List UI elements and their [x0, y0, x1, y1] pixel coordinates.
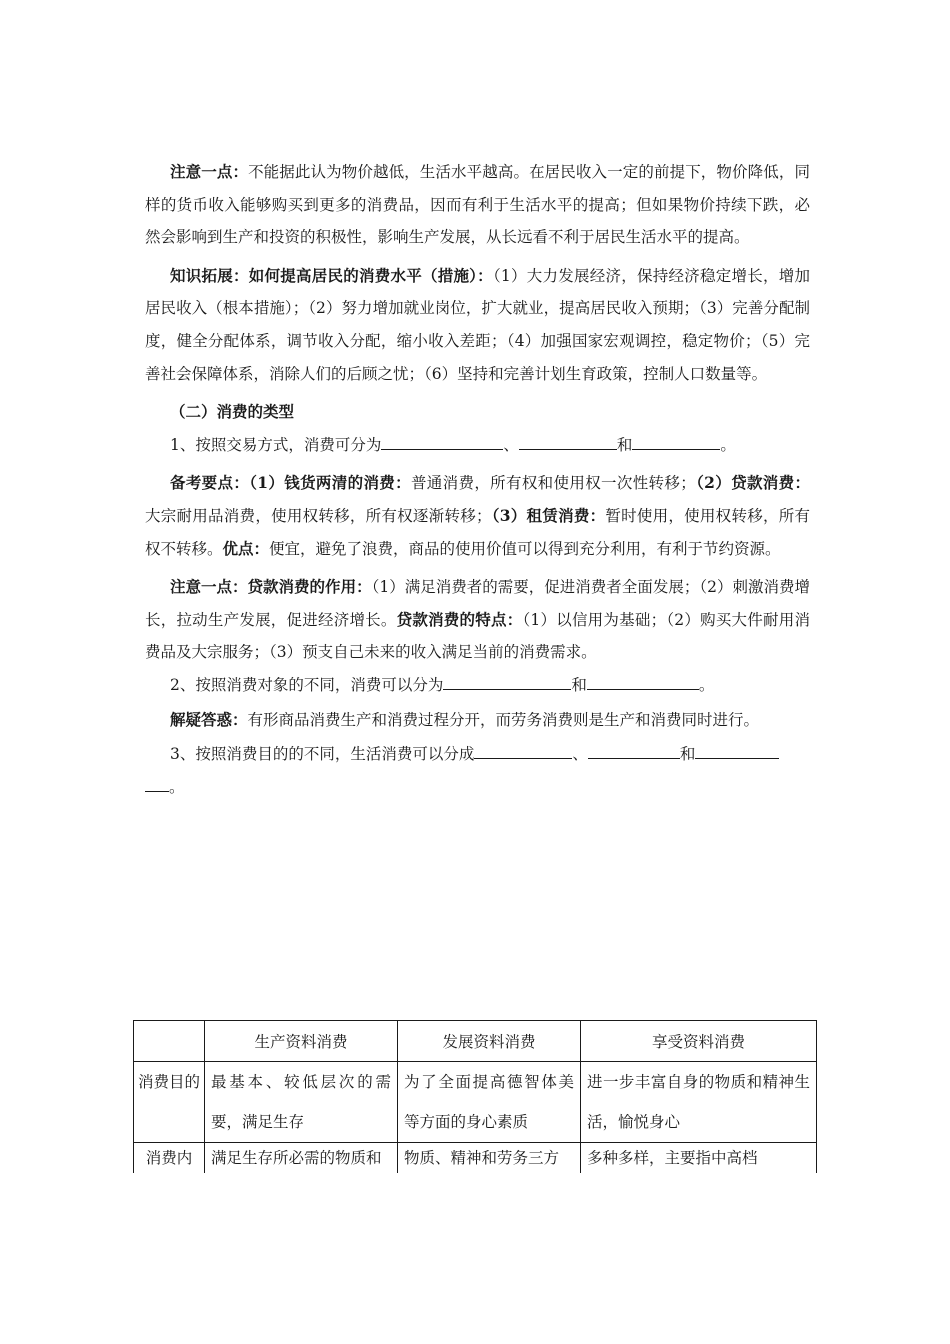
blank-3a[interactable]	[474, 740, 572, 759]
document-body	[145, 156, 810, 803]
blank-1c[interactable]	[632, 431, 720, 450]
faq-paragraph: 解疑答惑：有形商品消费生产和消费过程分开，而劳务消费则是生产和消费同时进行。	[170, 709, 760, 729]
table-row	[134, 1143, 817, 1174]
table-cell: 多种多样，主要指中高档	[581, 1143, 817, 1174]
table-cell: 最基本、较低层次的需要，满足生存	[205, 1062, 398, 1143]
table-cell: 满足生存所必需的物质和	[205, 1143, 398, 1174]
blank-3c[interactable]	[695, 740, 779, 759]
table-row	[134, 1062, 817, 1143]
blank-3c-cont[interactable]	[145, 773, 169, 792]
section-title: （二）消费的类型	[170, 402, 295, 422]
knowledge-paragraph	[145, 260, 810, 390]
question-3: 3、按照消费目的的不同，生活消费可以分成 、 和 。	[145, 738, 810, 803]
question-1: 1、按照交易方式，消费可分为 、 和 。	[145, 429, 810, 462]
table-header-cell	[134, 1021, 205, 1062]
table-header-cell: 享受资料消费	[581, 1021, 817, 1062]
table-header-cell: 发展资料消费	[398, 1021, 581, 1062]
table-row-head: 消费内	[134, 1143, 205, 1174]
loan-note-paragraph: 注意一点：贷款消费的作用：（1）满足消费者的需要，促进消费者全面发展；（2）刺激消费增长，拉动生产发展，促进经济增长。贷款消费的特点：（1）以信用为基础；（2）购买大件耐用消费品及大宗服务；（3）预支自己未来的收入满足当前的消费需求。	[145, 577, 810, 662]
table-cell: 物质、精神和劳务三方	[398, 1143, 581, 1174]
table-header-row	[134, 1021, 817, 1062]
note-paragraph-1	[145, 156, 810, 254]
blank-1a[interactable]	[381, 431, 503, 450]
blank-3b[interactable]	[588, 740, 680, 759]
table-header-cell: 生产资料消费	[205, 1021, 398, 1062]
blank-2a[interactable]	[443, 671, 571, 690]
table-row-head: 消费目的	[134, 1062, 205, 1143]
exam-points-paragraph: 备考要点：（1）钱货两清的消费：普通消费，所有权和使用权一次性转移；（2）贷款消费：大宗耐用品消费，使用权转移，所有权逐渐转移；（3）租赁消费：暂时使用，使用权转移，所有权不转移。优点：便宜，避免了浪费，商品的使用价值可以得到充分利用，有利于节约资源。	[145, 473, 810, 558]
blank-1b[interactable]	[519, 431, 617, 450]
knowledge-label: 知识拓展：如何提高居民的消费水平（措施）：	[170, 265, 493, 285]
table-cell: 进一步丰富自身的物质和精神生活，愉悦身心	[581, 1062, 817, 1143]
blank-2b[interactable]	[587, 671, 699, 690]
question-2: 2、按照消费对象的不同，消费可以分为 和 。	[145, 669, 810, 702]
knowledge-text: （1）大力发展经济，保持经济稳定增长，增加居民收入（根本措施）；（2）努力增加就业岗位，扩大就业，提高居民收入预期；（3）完善分配制度，健全分配体系，调节收入分配，缩小收入差距；（4）加强国家宏观调控，稳定物价；（5）完善社会保障体系，消除人们的后顾之忧；（6）坚持和完善计划生育政策，控制人口数量等。	[145, 266, 810, 383]
note-label: 注意一点：	[170, 162, 249, 181]
note-text: 不能据此认为物价越低，生活水平越高。在居民收入一定的前提下，物价降低，同样的货币收入能够购买到更多的消费品，因而有利于生活水平的提高；但如果物价持续下跌，必然会影响到生产和投资的积极性，影响生产发展，从长远看不利于居民生活水平的提高。	[145, 163, 810, 247]
consumption-type-table	[133, 1020, 817, 1173]
table-cell: 为了全面提高德智体美等方面的身心素质	[398, 1062, 581, 1143]
